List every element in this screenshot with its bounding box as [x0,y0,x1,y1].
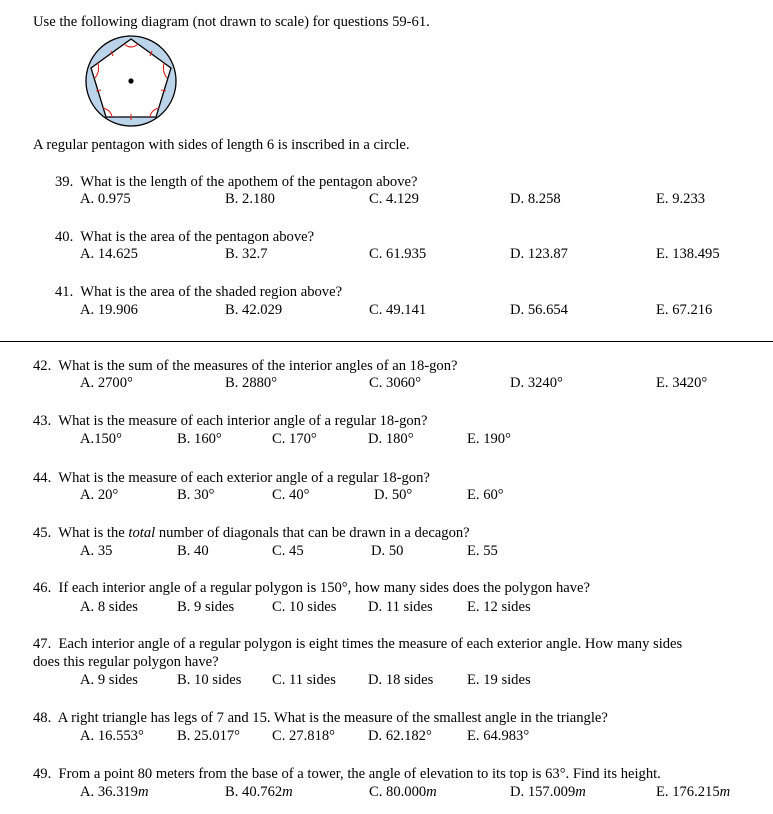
question-text: What is the measure of each exterior angle of a regular 18-gon? [58,470,430,486]
choice-39-c[interactable]: C. 4.129 [369,191,419,207]
question-number: 40. [55,229,74,245]
choice-39-d[interactable]: D. 8.258 [510,191,561,207]
question-number: 43. [33,413,52,429]
question-text: What is the area of the pentagon above? [80,229,315,245]
question-47-line-2: does this regular polygon have? [33,654,219,670]
choice-43-b[interactable]: B. 160° [177,431,222,447]
choice-46-d[interactable]: D. 11 sides [368,599,433,615]
question-number: 45. [33,525,52,541]
question-text: What is the length of the apothem of the pentagon above? [80,174,418,190]
choice-45-d[interactable]: D. 50 [371,543,404,559]
question-number: 47. [33,636,52,652]
question-number: 41. [55,284,74,300]
choice-43-d[interactable]: D. 180° [368,431,414,447]
choice-40-c[interactable]: C. 61.935 [369,246,427,262]
choice-41-d[interactable]: D. 56.654 [510,302,568,318]
choice-48-b[interactable]: B. 25.017° [177,728,240,744]
question-48 [33,710,608,727]
question-49 [33,766,661,783]
question-text-post: number of diagonals that can be drawn in a decagon? [155,525,470,541]
choice-40-e[interactable]: E. 138.495 [656,246,720,262]
choice-43-a[interactable]: A.150° [80,431,122,447]
choice-42-b[interactable]: B. 2880° [225,375,278,391]
question-text-emphasis: total [128,525,156,541]
choice-42-d[interactable]: D. 3240° [510,375,563,391]
choice-45-c[interactable]: C. 45 [272,543,304,559]
choice-45-b[interactable]: B. 40 [177,543,209,559]
choice-42-a[interactable]: A. 2700° [80,375,133,391]
choice-value: C. 80.000 [369,784,427,800]
choice-40-d[interactable]: D. 123.87 [510,246,568,262]
choice-44-d[interactable]: D. 50° [374,487,413,503]
question-45 [33,525,470,542]
choice-47-e[interactable]: E. 19 sides [467,672,531,688]
choice-49-c[interactable] [369,784,437,801]
choice-41-a[interactable]: A. 19.906 [80,302,138,318]
section-divider [0,341,773,342]
question-text: If each interior angle of a regular polygon is 150°, how many sides does the polygon have? [58,580,591,596]
question-text-pre: What is the [58,525,129,541]
choice-42-e[interactable]: E. 3420° [656,375,708,391]
choice-unit: m [575,784,586,800]
choice-44-b[interactable]: B. 30° [177,487,215,503]
question-text: What is the sum of the measures of the interior angles of an 18-gon? [58,358,458,374]
question-text: Each interior angle of a regular polygon is eight times the measure of each exterior angle. How many sides [58,636,683,652]
question-number: 46. [33,580,52,596]
choice-value: A. 36.319 [80,784,138,800]
choice-48-d[interactable]: D. 62.182° [368,728,432,744]
choice-41-c[interactable]: C. 49.141 [369,302,427,318]
choice-49-a[interactable] [80,784,149,801]
question-number: 42. [33,358,52,374]
question-44 [33,470,430,487]
choice-48-c[interactable]: C. 27.818° [272,728,335,744]
question-46 [33,580,590,597]
question-43 [33,413,427,430]
pentagon-circle-diagram [84,33,188,129]
choice-39-a[interactable]: A. 0.975 [80,191,131,207]
question-40 [55,229,314,246]
choice-47-c[interactable]: C. 11 sides [272,672,336,688]
choice-unit: m [137,784,149,800]
choice-40-a[interactable]: A. 14.625 [80,246,138,262]
choice-43-e[interactable]: E. 190° [467,431,511,447]
choice-value: E. 176.215 [656,784,720,800]
choice-41-e[interactable]: E. 67.216 [656,302,713,318]
choice-46-b[interactable]: B. 9 sides [177,599,235,615]
question-text: What is the measure of each interior angle of a regular 18-gon? [58,413,428,429]
question-text: What is the area of the shaded region above? [80,284,343,300]
choice-46-c[interactable]: C. 10 sides [272,599,337,615]
question-42 [33,358,457,375]
choice-40-b[interactable]: B. 32.7 [225,246,268,262]
question-number: 39. [55,174,74,190]
choice-41-b[interactable]: B. 42.029 [225,302,283,318]
question-text: From a point 80 meters from the base of a tower, the angle of elevation to its top is 63°. Find its height. [58,766,661,782]
choice-45-a[interactable]: A. 35 [80,543,113,559]
choice-unit: m [719,784,731,800]
choice-value: D. 157.009 [510,784,576,800]
choice-49-d[interactable] [510,784,586,801]
question-number: 48. [33,710,52,726]
choice-42-c[interactable]: C. 3060° [369,375,422,391]
choice-49-b[interactable] [225,784,293,801]
choice-unit: m [426,784,437,800]
choice-39-b[interactable]: B. 2.180 [225,191,275,207]
choice-47-d[interactable]: D. 18 sides [368,672,434,688]
center-point [128,78,133,83]
choice-unit: m [282,784,293,800]
choice-39-e[interactable]: E. 9.233 [656,191,706,207]
choice-43-c[interactable]: C. 170° [272,431,317,447]
intro-text: Use the following diagram (not drawn to scale) for questions 59-61. [33,14,430,30]
choice-44-e[interactable]: E. 60° [467,487,504,503]
choice-47-b[interactable]: B. 10 sides [177,672,242,688]
question-39 [55,174,417,191]
choice-49-e[interactable] [656,784,730,801]
choice-47-a[interactable]: A. 9 sides [80,672,138,688]
choice-46-a[interactable]: A. 8 sides [80,599,138,615]
choice-44-a[interactable]: A. 20° [80,487,119,503]
choice-48-e[interactable]: E. 64.983° [467,728,530,744]
choice-value: B. 40.762 [225,784,283,800]
question-number: 49. [33,766,52,782]
setup-text: A regular pentagon with sides of length 6 is inscribed in a circle. [33,137,410,153]
question-41 [55,284,342,301]
choice-48-a[interactable]: A. 16.553° [80,728,144,744]
choice-46-e[interactable]: E. 12 sides [467,599,531,615]
choice-45-e[interactable]: E. 55 [467,543,498,559]
question-number: 44. [33,470,52,486]
choice-44-c[interactable]: C. 40° [272,487,310,503]
question-47 [33,636,682,653]
question-text: A right triangle has legs of 7 and 15. What is the measure of the smallest angle in the triangle? [57,710,608,726]
